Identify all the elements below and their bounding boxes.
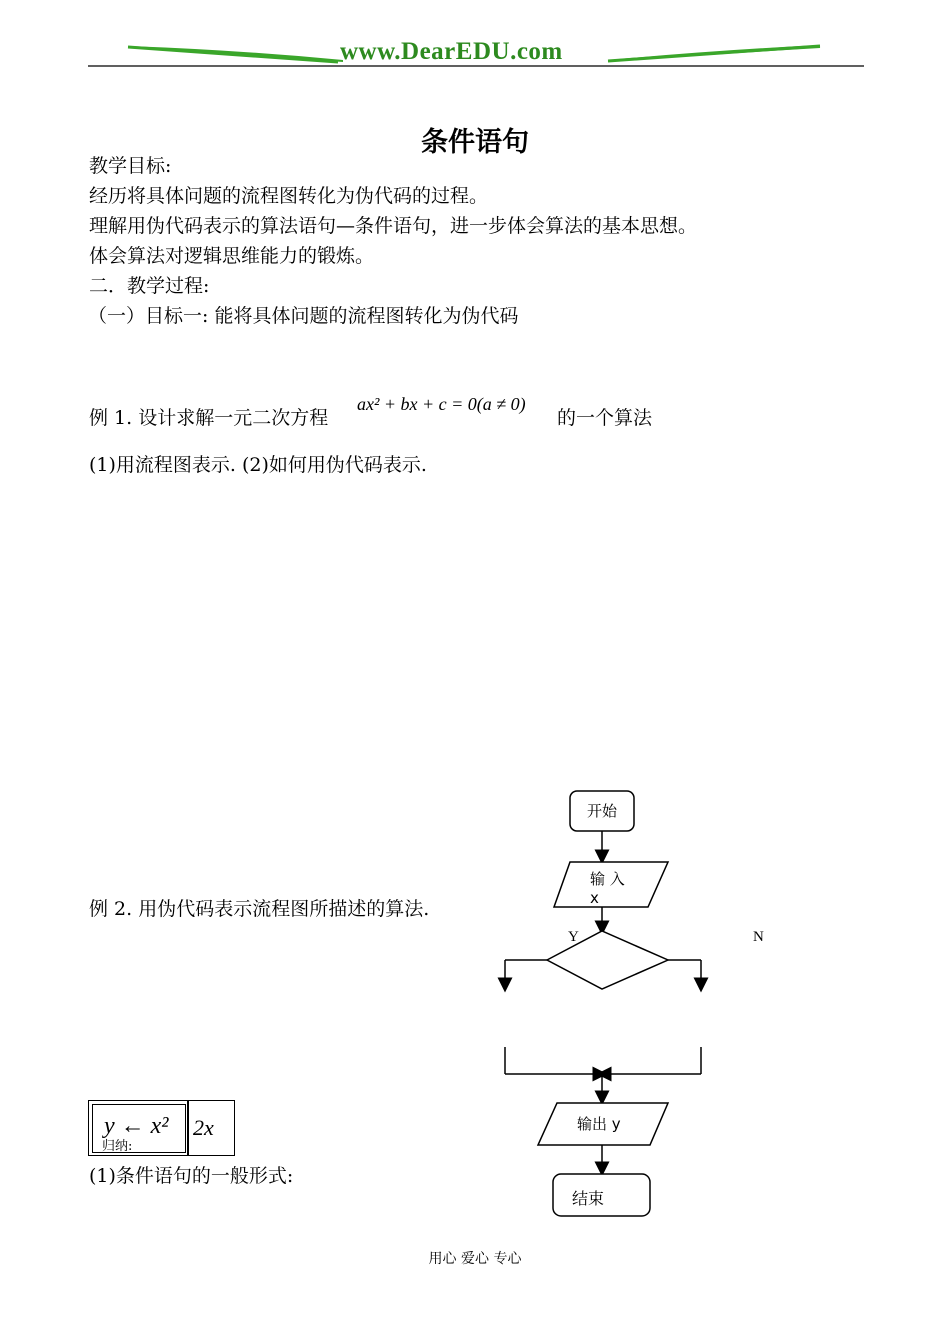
decision-diamond bbox=[547, 931, 668, 989]
target-one: （一）目标一: 能将具体问题的流程图转化为伪代码 bbox=[88, 305, 519, 327]
site-logo-text: www.DearEDU.com bbox=[340, 38, 563, 65]
left-green-swoosh-thin bbox=[128, 47, 338, 62]
yes-label: Y bbox=[568, 929, 579, 945]
example1-parts: (1)用流程图表示. (2)如何用伪代码表示. bbox=[89, 454, 427, 476]
process-heading: 二．教学过程: bbox=[89, 275, 210, 297]
example1-suffix: 的一个算法 bbox=[557, 407, 653, 429]
start-label: 开始 bbox=[587, 802, 618, 820]
page-title: 条件语句 bbox=[421, 127, 529, 158]
table-cell-2x: 2x bbox=[193, 1115, 214, 1140]
goal-item-3: 体会算法对逻辑思维能力的锻炼。 bbox=[89, 245, 375, 267]
page-footer: 用心 爱心 专心 bbox=[428, 1251, 522, 1267]
goals-heading: 教学目标: bbox=[89, 155, 172, 177]
goal-item-2: 理解用伪代码表示的算法语句—条件语句，进一步体会算法的基本思想。 bbox=[89, 215, 698, 237]
general-form-label: (1)条件语句的一般形式: bbox=[89, 1165, 294, 1187]
example1-prefix: 例 1. 设计求解一元二次方程 bbox=[89, 407, 329, 429]
output-label: 输出 y bbox=[577, 1115, 621, 1133]
flowchart bbox=[490, 785, 790, 1225]
summary-label: 归纳: bbox=[102, 1139, 133, 1154]
end-label: 结束 bbox=[572, 1189, 605, 1208]
quadratic-equation: ax² + bx + c = 0(a ≠ 0) bbox=[357, 394, 526, 414]
example2-text: 例 2. 用伪代码表示流程图所描述的算法. bbox=[89, 898, 430, 920]
table-cell-formula: y ← x² bbox=[104, 1113, 169, 1139]
no-label: N bbox=[753, 929, 764, 945]
right-green-swoosh-thin bbox=[608, 46, 820, 61]
goal-item-1: 经历将具体问题的流程图转化为伪代码的过程。 bbox=[89, 185, 489, 207]
table-divider bbox=[187, 1100, 189, 1156]
input-label: 输 入 x bbox=[590, 870, 625, 907]
